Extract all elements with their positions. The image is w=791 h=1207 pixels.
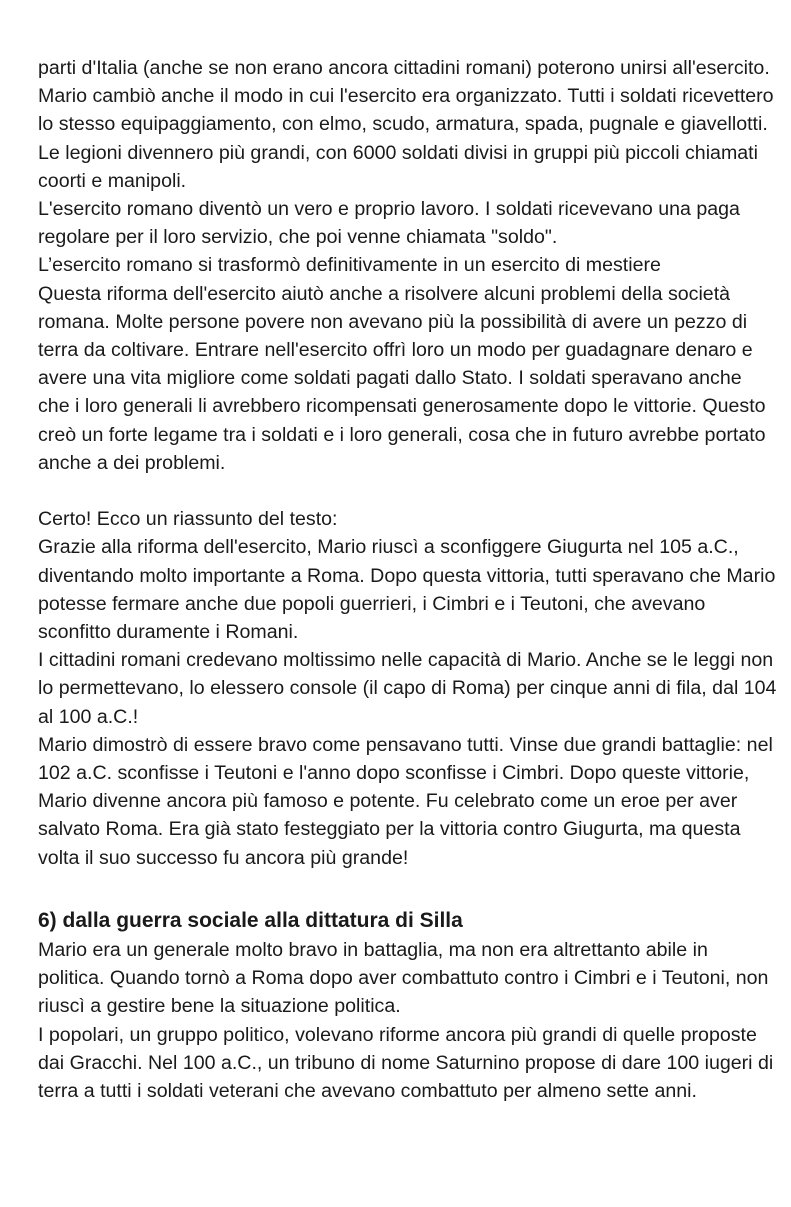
paragraph: L'esercito romano diventò un vero e proprio lavoro. I soldati ricevevano una paga regolare per il loro servizio, che poi venne chiamata "soldo". [38, 198, 740, 249]
document-page [38, 54, 778, 1105]
paragraph: Certo! Ecco un riassunto del testo: [38, 508, 338, 531]
paragraph: Grazie alla riforma dell'esercito, Mario riuscì a sconfiggere Giugurta nel 105 a.C., diventando molto importante a Roma. Dopo questa vittoria, tutti speravano che Mario potesse fermare anche due popoli guerrieri, i Cimbri e i Teutoni, che avevano sconfitto duramente i Romani. [38, 536, 776, 644]
paragraph: Mario dimostrò di essere bravo come pensavano tutti. Vinse due grandi battaglie: nel 102 a.C. sconfisse i Teutoni e l'anno dopo sconfisse i Cimbri. Dopo queste vittorie, Mario divenne ancora più famoso e potente. Fu celebrato come un eroe per aver salvato Roma. Era già stato festeggiato per la vittoria contro Giugurta, ma questa volta il suo successo fu ancora più grande! [38, 733, 773, 869]
paragraph: Mario cambiò anche il modo in cui l'esercito era organizzato. Tutti i soldati ricevettero lo stesso equipaggiamento, con elmo, scudo, armatura, spada, pugnale e giavellotti. Le legioni divennero più grandi, con 6000 soldati divisi in gruppi più piccoli chiamati coorti e manipoli. [38, 85, 774, 192]
paragraph: I cittadini romani credevano moltissimo nelle capacità di Mario. Anche se le leggi non lo permettevano, lo elessero console (il capo di Roma) per cinque anni di fila, dal 104 al 100 a.C.! [38, 649, 777, 728]
paragraph-spacer [38, 477, 778, 505]
paragraph: I popolari, un gruppo politico, volevano riforme ancora più grandi di quelle proposte dai Gracchi. Nel 100 a.C., un tribuno di nome Saturnino propose di dare 100 iugeri di terra a tutti i soldati veterani che avevano combattuto per almeno sette anni. [38, 1023, 774, 1103]
paragraph: Mario era un generale molto bravo in battaglia, ma non era altrettanto abile in politica. Quando tornò a Roma dopo aver combattuto contro i Cimbri e i Teutoni, non riuscì a gestire bene la situazione politica. [38, 939, 769, 1018]
paragraph: parti d'Italia (anche se non erano ancora cittadini romani) poterono unirsi all'esercito. [38, 57, 770, 79]
paragraph: Questa riforma dell'esercito aiutò anche a risolvere alcuni problemi della società romana. Molte persone povere non avevano più la possibilità di avere un pezzo di terra da coltivare. Entrare nell'esercito offrì loro un modo per guadagnare denaro e avere una vita migliore come soldati pagati dallo Stato. I soldati speravano anche che i loro generali li avrebbero ricompensati generosamente dopo le vittorie. Questo creò un forte legame tra i soldati e i loro generali, cosa che in futuro avrebbe portato anche a dei problemi. [38, 282, 766, 474]
paragraph: L’esercito romano si trasformò definitivamente in un esercito di mestiere [38, 254, 661, 277]
section-heading: 6) dalla guerra sociale alla dittatura di Silla [38, 909, 463, 933]
paragraph-spacer [38, 872, 778, 900]
